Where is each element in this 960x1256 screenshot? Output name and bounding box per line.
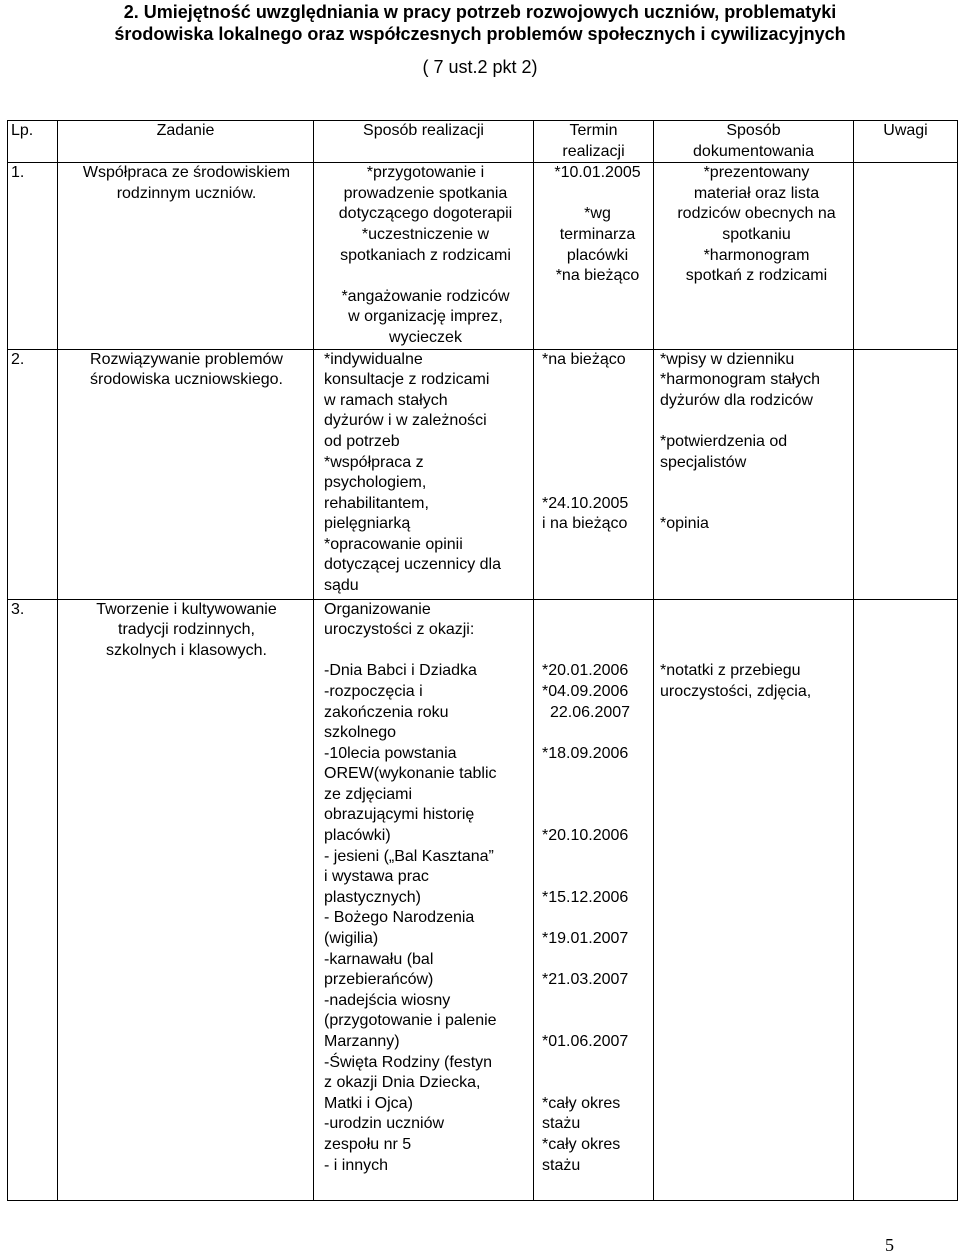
how-line: przebierańców) [324,971,434,989]
row-doc [654,599,854,1200]
heading-line-3: ( 7 ust.2 pkt 2) [422,57,538,77]
header-task: Zadanie [58,121,314,163]
row-task [58,163,314,349]
how-line: OREW(wykonanie tablic [324,765,497,783]
when-line: *04.09.2006 [542,682,629,700]
how-line: (przygotowanie i palenie [324,1012,497,1030]
how-line: placówki) [324,827,391,845]
task-line: Współpraca ze środowiskiem [82,164,291,182]
row-when [534,349,654,599]
header-how: Sposób realizacji [314,121,534,163]
header-when-line-2: realizacji [562,142,625,160]
how-line: - jesieni („Bal Kasztana” [324,847,494,865]
task-line: tradycji rodzinnych, [118,621,255,639]
when-line: stażu [542,1156,581,1174]
row-doc [654,349,854,599]
row-number: 1. [8,163,58,349]
plan-table [7,120,958,1201]
when-line: 22.06.2007 [550,703,631,721]
header-doc-line-1: Sposób [726,122,781,139]
how-line: -urodzin uczniów [324,1115,445,1133]
when-line: *10.01.2005 [554,164,641,182]
header-notes: Uwagi [854,121,958,163]
how-line: - i innych [324,1156,389,1174]
when-line: *21.03.2007 [542,971,629,989]
table-row [8,163,958,349]
task-line: szkolnych i klasowych. [106,641,267,659]
how-line: szkolnego [324,724,397,742]
row-how [314,163,534,349]
row-when [534,599,654,1200]
how-line: zakończenia roku [324,703,449,721]
how-line: dotyczącego dogoterapii [338,205,513,223]
header-when [534,121,654,163]
row-number: 2. [8,349,58,599]
how-line: konsultacje z rodzicami [324,371,490,389]
how-line: -karnawału (bal [324,950,434,968]
how-line: psychologiem, [324,474,427,492]
row-how [314,599,534,1200]
how-line: w ramach stałych [324,391,448,409]
row-number: 3. [8,599,58,1200]
table-row [8,349,958,599]
how-line: *uczestniczenie w [361,225,490,243]
how-line: od potrzeb [324,432,400,450]
row-doc [654,163,854,349]
doc-line: *wpisy w dzienniku [660,350,795,368]
doc-line: *notatki z przebiegu [660,662,801,680]
page-number: 5 [885,1235,894,1255]
how-line: dyżurów i w zależności [324,412,487,430]
row-notes [854,599,958,1200]
doc-line: materiał oraz lista [693,184,820,202]
how-line: Matki i Ojca) [324,1094,413,1112]
how-line: *współpraca z [324,453,424,471]
header-doc [654,121,854,163]
how-line: -nadejścia wiosny [324,991,451,1009]
how-line: Organizowanie [324,600,431,618]
when-line: stażu [542,1115,581,1133]
how-line: i wystawa prac [324,868,429,886]
how-line: z okazji Dnia Dziecka, [324,1074,481,1092]
how-line: sądu [324,577,359,595]
heading-line-2: środowiska lokalnego oraz współczesnych problemów społecznych i cywilizacyjnych [114,24,846,44]
when-line: i na bieżąco [542,515,628,533]
table-header-row [8,121,958,163]
row-notes [854,349,958,599]
how-line: pielęgniarką [324,515,411,533]
how-line: (wigilia) [324,930,379,948]
task-line: rodzinnym uczniów. [116,184,257,202]
doc-line: *opinia [660,515,709,533]
when-line: *wg [584,205,611,223]
header-lp: Lp. [8,121,58,163]
when-line: *20.10.2006 [542,827,629,845]
how-line: dotyczącej uczennicy dla [324,556,501,574]
how-line: -10lecia powstania [324,744,457,762]
how-line: obrazującymi historię [324,806,475,824]
row-when [534,163,654,349]
how-line: -Święta Rodziny (festyn [324,1053,493,1071]
doc-line: spotkań z rodzicami [685,267,828,285]
how-line: w organizację imprez, [348,308,503,326]
doc-line: dyżurów dla rodziców [660,391,813,409]
row-task [58,599,314,1200]
row-how [314,349,534,599]
how-line: -rozpoczęcia i [324,682,423,700]
how-line: -Dnia Babci i Dziadka [324,662,477,680]
how-line: rehabilitantem, [324,494,429,512]
heading-line-1: 2. Umiejętność uwzględniania w pracy potrzeb rozwojowych uczniów, problematyki [123,2,837,22]
when-line: *01.06.2007 [542,1033,629,1050]
doc-line: *harmonogram [703,246,810,264]
doc-line: *potwierdzenia od [660,432,788,450]
row-notes [854,163,958,349]
how-line: spotkaniach z rodzicami [340,246,511,264]
how-line: *indywidualne [324,350,423,368]
doc-line: rodziców obecnych na [677,205,836,223]
when-line: terminarza [559,225,636,243]
how-line: *opracowanie opinii [324,535,463,553]
table-row [8,599,958,1200]
header-when-line-1: Termin [569,122,618,139]
doc-line: uroczystości, zdjęcia, [660,682,812,700]
when-line: *24.10.2005 [542,494,629,512]
how-line: wycieczek [389,328,462,346]
when-line: *cały okres [542,1135,621,1153]
how-line: ze zdjęciami [324,785,413,803]
how-line: - Bożego Narodzenia [324,909,475,927]
doc-line: specjalistów [660,453,747,471]
how-line: prowadzenie spotkania [343,184,508,202]
task-line: środowiska uczniowskiego. [90,371,283,389]
header-doc-line-2: dokumentowania [693,142,814,160]
doc-line: *prezentowany [703,164,810,182]
when-line: *na bieżąco [555,267,640,285]
when-line: *20.01.2006 [542,662,629,680]
how-line: plastycznych) [324,888,421,906]
how-line: *przygotowanie i [366,164,485,182]
when-line: placówki [566,246,629,264]
task-line: Rozwiązywanie problemów [90,350,283,368]
row-task [58,349,314,599]
when-line: *na bieżąco [542,350,626,368]
task-line: Tworzenie i kultywowanie [96,600,277,618]
when-line: *15.12.2006 [542,888,629,906]
how-line: uroczystości z okazji: [324,621,475,639]
doc-line: spotkaniu [722,225,791,243]
when-line: *19.01.2007 [542,930,629,948]
how-line: zespołu nr 5 [324,1135,412,1153]
when-line: *18.09.2006 [542,744,629,762]
doc-line: *harmonogram stałych [660,371,821,389]
when-line: *cały okres [542,1094,621,1112]
how-line: *angażowanie rodziców [341,287,510,305]
how-line: Marzanny) [324,1033,400,1050]
